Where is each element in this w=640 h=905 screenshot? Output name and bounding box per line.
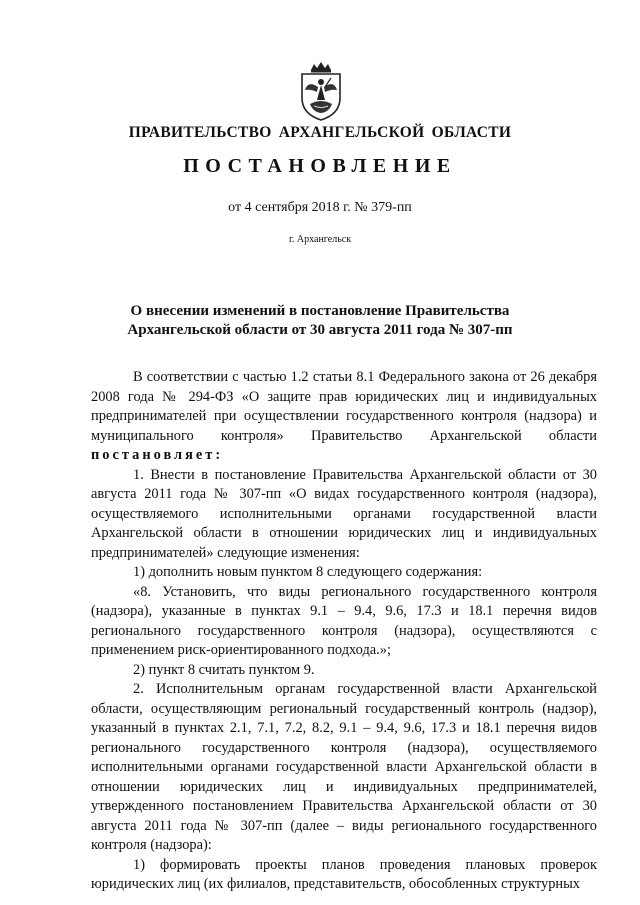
decides-word: постановляет [91,447,216,463]
paragraph-1-2: 2) пункт 8 считать пунктом 9. [133,661,315,678]
document-city: г. Архангельск [288,234,352,245]
paragraph-1-1-quote: «8. Установить, что виды регионального государственного контроля (надзора), указанные в пунктах 9.1 – 9.4, 9.6, 17.3 и 18.1 перечня видов регионального государственного контроля (надзора), осуществляются с применением риск-ориентированного подхода.»; [91,583,597,658]
subject-line-1: О внесении изменений в постановление Правительства [130,303,510,319]
paragraph-1-1: 1) дополнить новым пунктом 8 следующего содержания: [133,564,483,580]
government-title: ПРАВИТЕЛЬСТВО АРХАНГЕЛЬСКОЙ ОБЛАСТИ [128,124,512,141]
paragraph-2: 2. Исполнительным органам государственной власти Архангельской области, осуществляющим региональный государственный контроль (надзор), указанный в пунктах 2.1, 7.1, 7.2, 8.2, 9.1 – 9.4, 9.6, 17.3 и 18.1 перечня видов регионального государственного контроля (надзора), осуществляемого исполнительными органами государственной власти Архангельской области в отношении юридических лиц и индивидуальных предпринимателей, утвержденного постановлением Правительства Архангельской области от 30 августа 2011 года № 307-пп (далее – виды регионального государственного контроля (надзора): [91,681,597,853]
subject-line-2: Архангельской области от 30 августа 2011 года № 307-пп [127,322,513,338]
document-date-number: от 4 сентября 2018 г. № 379-пп [228,200,412,215]
document-subject [0,302,640,340]
document-body [91,368,597,895]
paragraph-2-1: 1) формировать проекты планов проведения плановых проверок юридических лиц (их филиалов, представительств, обособленных структурных [91,856,597,892]
coat-of-arms-icon [296,60,346,122]
paragraph-1: 1. Внести в постановление Правительства Архангельской области от 30 августа 2011 года № 307-пп «О видах государственного контроля (надзора), осуществляемого исполнительными органами государственной власти Архангельской области в отношении юридических лиц и индивидуальных предпринимателей» следующие изменения: [91,466,597,561]
preamble-text: В соответствии с частью 1.2 статьи 8.1 Федерального закона от 26 декабря 2008 года № 294-ФЗ «О защите прав юридических лиц и индивидуальных предпринимателей при осуществлении государственного контроля (надзора) и муниципального контроля» Правительство Архангельской области [91,369,597,444]
decides-colon: : [215,447,221,463]
preamble-paragraph [91,368,597,466]
document-type: ПОСТАНОВЛЕНИЕ [183,155,457,177]
